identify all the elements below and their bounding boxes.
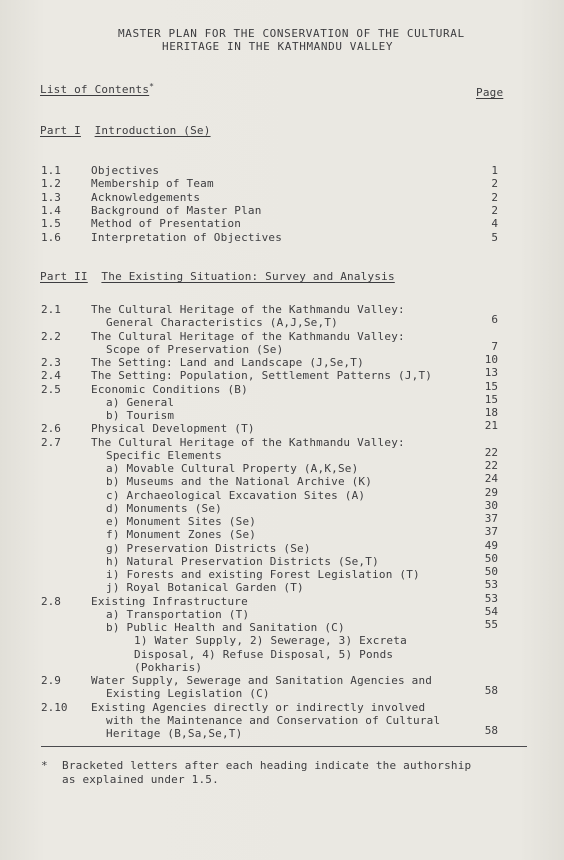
toc-entry-title: Scope of Preservation (Se) xyxy=(106,343,284,356)
toc-entry-title: Heritage (B,Sa,Se,T) xyxy=(106,727,243,740)
toc-entry-title: Economic Conditions (B) xyxy=(91,383,248,396)
toc-entry-page: 10 xyxy=(484,353,498,366)
toc-entry-number: 2.5 xyxy=(41,383,61,396)
toc-entry-page: 37 xyxy=(484,525,498,538)
toc-entry-title: Method of Presentation xyxy=(91,217,242,230)
toc-entry-title: The Cultural Heritage of the Kathmandu Valley: xyxy=(91,436,405,449)
toc-entry-title: Water Supply, Sewerage and Sanitation Agencies and xyxy=(91,674,433,687)
toc-entry-title: Background of Master Plan xyxy=(91,204,262,217)
toc-entry-title: d) Monuments (Se) xyxy=(106,502,222,515)
toc-entry-number: 2.3 xyxy=(41,356,61,369)
contents-heading-row xyxy=(40,83,154,96)
toc-entry-number: 2.8 xyxy=(41,595,61,608)
contents-heading: List of Contents xyxy=(40,83,150,96)
toc-entry-title: with the Maintenance and Conservation of Cultural xyxy=(106,714,441,727)
toc-entry-number: 2.4 xyxy=(41,369,61,382)
toc-entry-number: 2.7 xyxy=(41,436,61,449)
toc-entry-page: 18 xyxy=(484,406,498,419)
footnote-line-1: Bracketed letters after each heading indicate the authorship xyxy=(62,759,472,772)
toc-entry-title: Membership of Team xyxy=(91,177,214,190)
toc-entry-page: 58 xyxy=(484,724,498,737)
toc-entry-title: a) Movable Cultural Property (A,K,Se) xyxy=(106,462,359,475)
toc-entry-title: e) Monument Sites (Se) xyxy=(106,515,257,528)
toc-entry-page: 15 xyxy=(484,380,498,393)
toc-entry-page: 49 xyxy=(484,539,498,552)
toc-entry-title: Specific Elements xyxy=(106,449,222,462)
toc-entry-title: b) Public Health and Sanitation (C) xyxy=(106,621,345,634)
toc-entry-page: 54 xyxy=(484,605,498,618)
toc-entry-number: 1.2 xyxy=(41,177,61,190)
toc-entry-title: a) General xyxy=(106,396,175,409)
toc-entry-page: 1 xyxy=(491,164,498,177)
toc-entry-page: 2 xyxy=(491,177,498,190)
toc-entry-page: 22 xyxy=(484,459,498,472)
toc-entry-title: Interpretation of Objectives xyxy=(91,231,283,244)
toc-entry-title: b) Tourism xyxy=(106,409,175,422)
toc-entry-number: 1.5 xyxy=(41,217,61,230)
toc-entry-page: 2 xyxy=(491,191,498,204)
toc-entry-page: 50 xyxy=(484,552,498,565)
toc-entry-title: (Pokharis) xyxy=(134,661,203,674)
toc-entry-number: 1.3 xyxy=(41,191,61,204)
toc-entry-page: 2 xyxy=(491,204,498,217)
toc-entry-title: Disposal, 4) Refuse Disposal, 5) Ponds xyxy=(134,648,394,661)
toc-entry-page: 6 xyxy=(491,313,498,326)
toc-entry-title: h) Natural Preservation Districts (Se,T) xyxy=(106,555,379,568)
toc-entry-page: 53 xyxy=(484,578,498,591)
toc-entry-title: b) Museums and the National Archive (K) xyxy=(106,475,373,488)
toc-entry-page: 22 xyxy=(484,446,498,459)
toc-entry-title: j) Royal Botanical Garden (T) xyxy=(106,581,304,594)
toc-entry-page: 4 xyxy=(491,217,498,230)
toc-entry-title: The Cultural Heritage of the Kathmandu Valley: xyxy=(91,303,405,316)
toc-entry-title: The Cultural Heritage of the Kathmandu Valley: xyxy=(91,330,405,343)
part-2-heading xyxy=(40,270,395,283)
toc-entry-number: 1.4 xyxy=(41,204,61,217)
toc-entry-page: 7 xyxy=(491,340,498,353)
toc-entry-title: Acknowledgements xyxy=(91,191,201,204)
part-2-label: Part II xyxy=(40,270,88,283)
toc-entry-number: 1.1 xyxy=(41,164,61,177)
toc-entry-page: 53 xyxy=(484,592,498,605)
toc-entry-number: 2.9 xyxy=(41,674,61,687)
footnote-line-2: as explained under 1.5. xyxy=(62,773,219,786)
toc-entry-page: 24 xyxy=(484,472,498,485)
toc-entry-title: i) Forests and existing Forest Legislation (T) xyxy=(106,568,420,581)
toc-entry-page: 5 xyxy=(491,231,498,244)
toc-entry-title: The Setting: Land and Landscape (J,Se,T) xyxy=(91,356,364,369)
toc-entry-number: 2.10 xyxy=(41,701,68,714)
toc-entry-page: 29 xyxy=(484,486,498,499)
part-1-label: Part I xyxy=(40,124,81,137)
part-1-heading xyxy=(40,124,211,137)
toc-entry-title: The Setting: Population, Settlement Patterns (J,T) xyxy=(91,369,433,382)
toc-entry-title: Physical Development (T) xyxy=(91,422,255,435)
toc-entry-title: a) Transportation (T) xyxy=(106,608,250,621)
toc-entry-page: 30 xyxy=(484,499,498,512)
document-title-line-1: MASTER PLAN FOR THE CONSERVATION OF THE CULTURAL xyxy=(118,27,465,40)
document-title-line-2: HERITAGE IN THE KATHMANDU VALLEY xyxy=(162,40,394,53)
contents-footnote-mark: * xyxy=(149,82,155,91)
toc-entry-title: Existing Infrastructure xyxy=(91,595,248,608)
toc-entry-page: 13 xyxy=(484,366,498,379)
toc-entry-title: f) Monument Zones (Se) xyxy=(106,528,257,541)
page-column-heading: Page xyxy=(476,86,504,99)
toc-entry-page: 55 xyxy=(484,618,498,631)
toc-entry-page: 15 xyxy=(484,393,498,406)
toc-entry-page: 50 xyxy=(484,565,498,578)
toc-entry-number: 2.2 xyxy=(41,330,61,343)
toc-entry-title: c) Archaeological Excavation Sites (A) xyxy=(106,489,366,502)
toc-entry-number: 2.6 xyxy=(41,422,61,435)
toc-entry-page: 21 xyxy=(484,419,498,432)
toc-entry-title: Existing Legislation (C) xyxy=(106,687,270,700)
toc-entry-number: 1.6 xyxy=(41,231,61,244)
toc-entry-title: g) Preservation Districts (Se) xyxy=(106,542,311,555)
part-2-title: The Existing Situation: Survey and Analysis xyxy=(101,270,395,283)
footnote-divider xyxy=(41,746,527,747)
toc-entry-number: 2.1 xyxy=(41,303,61,316)
toc-entry-page: 58 xyxy=(484,684,498,697)
toc-entry-title: Objectives xyxy=(91,164,160,177)
toc-entry-title: 1) Water Supply, 2) Sewerage, 3) Excreta xyxy=(134,634,407,647)
toc-entry-title: General Characteristics (A,J,Se,T) xyxy=(106,316,338,329)
toc-entry-title: Existing Agencies directly or indirectly involved xyxy=(91,701,426,714)
part-1-title: Introduction (Se) xyxy=(94,124,211,137)
toc-entry-page: 37 xyxy=(484,512,498,525)
footnote-mark: * xyxy=(41,759,48,772)
